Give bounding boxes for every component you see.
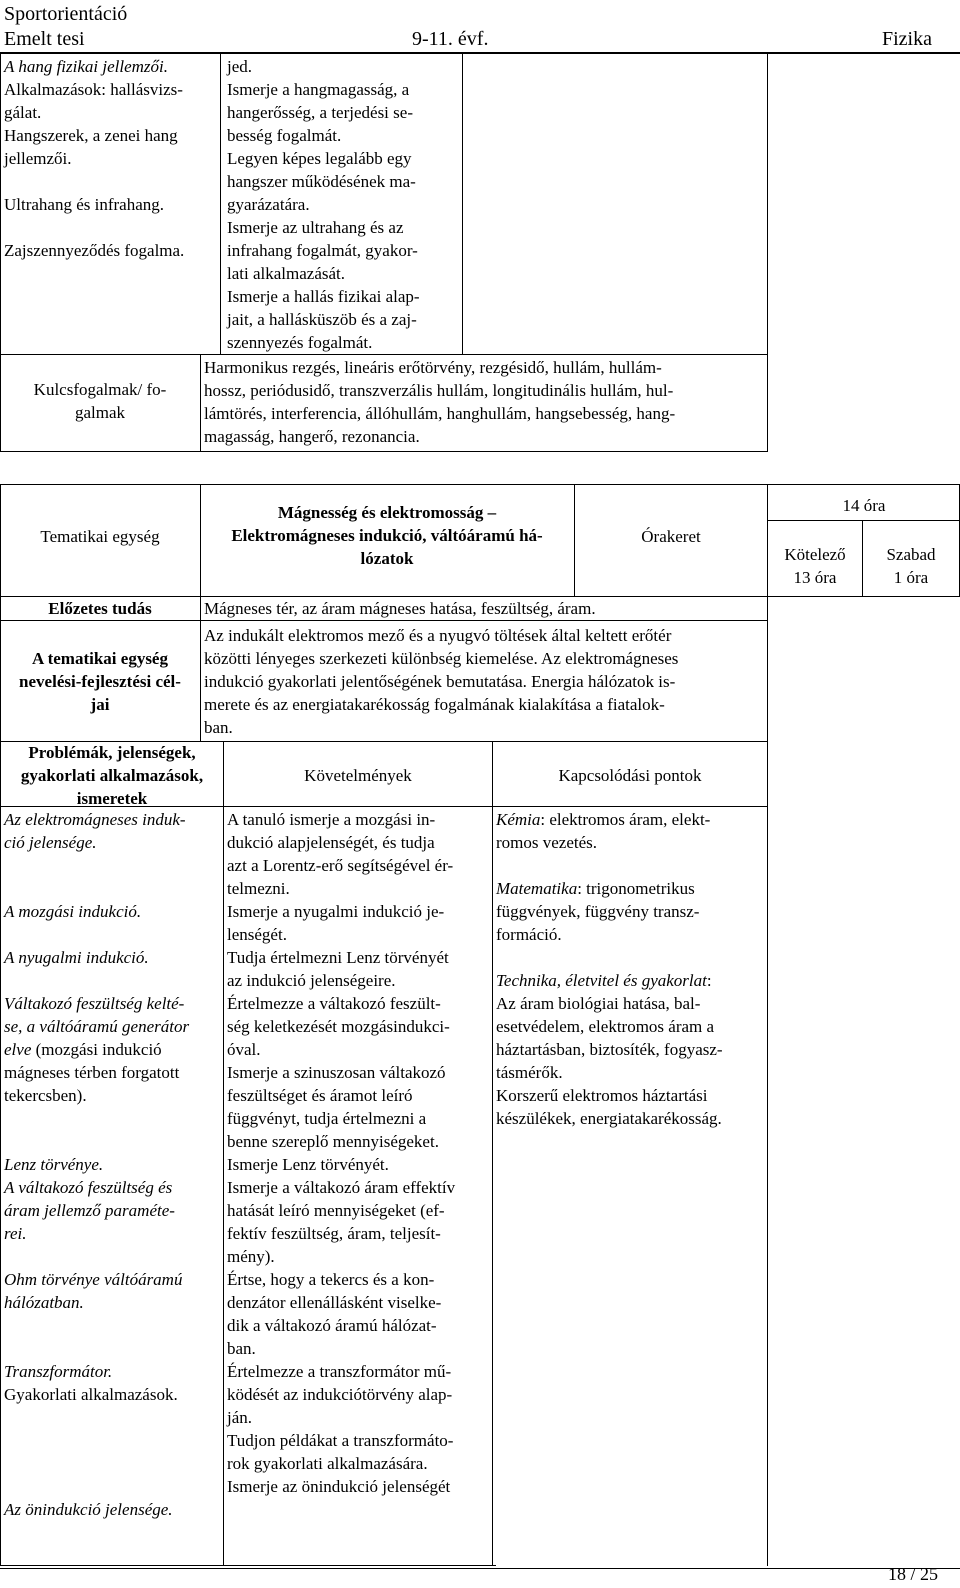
requirement-line: Ismerje Lenz törvényét. [227, 1155, 389, 1174]
requirement-line: Tudjon példákat a transzformáto- [227, 1431, 454, 1450]
hours-total [768, 494, 960, 517]
problem-line: ció jelensége. [4, 833, 97, 852]
requirement-line: Ismerje a szinuszosan váltakozó [227, 1063, 446, 1082]
requirement-line: denzátor ellenállásként viselke- [227, 1293, 442, 1312]
top-left-line: gálat. [4, 103, 42, 122]
key-text-line: Harmonikus rezgés, lineáris erőtörvény, rezgésidő, hullám, hullám- [204, 358, 662, 377]
requirement-line: Ismerje az önindukció jelenségét [227, 1477, 451, 1496]
top-req-line: lati alkalmazását. [227, 264, 345, 283]
key-concepts-text [204, 356, 675, 448]
goals-label-line: nevelési-fejlesztési cél- [19, 672, 181, 691]
top-req-line: hangszer működésének ma- [227, 172, 416, 191]
unit-title-line: lózatok [360, 549, 414, 568]
link-text: Korszerű elektromos háztartási [496, 1086, 708, 1105]
top-req-line: infrahang fogalmát, gyakor- [227, 241, 418, 260]
problem-line: Gyakorlati alkalmazások. [4, 1385, 178, 1404]
requirement-line: Értelmezze a váltakozó feszült- [227, 994, 441, 1013]
problem-item [4, 1360, 189, 1406]
top-right-border [767, 53, 768, 452]
key-text-line: magasság, hangerő, rezonancia. [204, 427, 420, 446]
top-requirements [227, 55, 420, 354]
col3-header-text: Kapcsolódási pontok [558, 766, 702, 785]
goals-label [2, 647, 198, 716]
col-header-problems [2, 741, 222, 810]
problem-line: Váltakozó feszültség kelté- [4, 994, 185, 1013]
mandatory-line: Kötelező [784, 545, 846, 564]
problem-item [4, 1498, 189, 1521]
prior-knowledge-text [204, 597, 596, 620]
page-header-grade: 9-11. évf. [412, 28, 489, 50]
top-req-line: jed. [227, 57, 253, 76]
unit-left-border [0, 484, 1, 1566]
requirement-line: dukció alapjelenségét, és tudja [227, 833, 435, 852]
link-text: romos vezetés. [496, 833, 598, 852]
goals-text-line: ban. [204, 718, 233, 737]
goals-label-line: A tematikai egység [32, 649, 168, 668]
links-column [496, 808, 723, 1130]
problem-line: (mozgási indukció [35, 1040, 162, 1059]
problem-item [4, 900, 189, 923]
problem-item [4, 946, 189, 969]
col1-header-line: gyakorlati alkalmazások, [20, 766, 204, 785]
key-text-line: lámtörés, interferencia, állóhullám, hanghullám, hangsebesség, hang- [204, 404, 676, 423]
prior-text: Mágneses tér, az áram mágneses hatása, feszültség, áram. [204, 599, 596, 618]
requirement-line: dik a váltakozó áramú hálózat- [227, 1316, 437, 1335]
prior-bottom [0, 620, 768, 621]
mandatory-line: 13 óra [793, 568, 837, 587]
top-req-line: Ismerje a hallás fizikai alap- [227, 287, 420, 306]
page-number: 18 / 25 [888, 1564, 939, 1584]
requirement-line: lenségét. [227, 925, 287, 944]
link-subject-technology: Technika, életvitel és gyakorlat [496, 971, 707, 990]
requirement-line: telmezni. [227, 879, 290, 898]
header-rule [0, 52, 960, 54]
requirement-line: ban. [227, 1339, 256, 1358]
link-subject-chemistry: Kémia [496, 810, 541, 829]
top-left-border [0, 53, 1, 452]
top-left-line: Ultrahang és infrahang. [4, 195, 165, 214]
goals-text-line: Az indukált elektromos mező és a nyugvó töltések által keltett erőtér [204, 626, 672, 645]
requirement-line: hatását leíró mennyiségeket (ef- [227, 1201, 445, 1220]
key-label-line: galmak [74, 403, 126, 422]
col-header-requirements [224, 764, 492, 787]
body-bottom-left [0, 1565, 496, 1566]
page-header-subject: Fizika [882, 28, 932, 50]
problem-item [4, 1268, 189, 1314]
top-req-line: jait, a hallásküszöb és a zaj- [227, 310, 417, 329]
hours-mandatory [768, 543, 862, 589]
top-req-line: Legyen képes legalább egy [227, 149, 412, 168]
page-header-course: Emelt tesi [4, 28, 85, 50]
requirement-line: Tudja értelmezni Lenz törvényét [227, 948, 449, 967]
problem-line: Az önindukció jelensége. [4, 1500, 173, 1519]
requirement-line: az indukció jelenségeire. [227, 971, 396, 990]
top-col-divider-1 [220, 53, 221, 355]
body-col-divider-2 [492, 741, 493, 1566]
top-left-line: jellemzői. [4, 149, 72, 168]
problem-line: se, a váltóáramú generátor [4, 1017, 190, 1036]
goals-text-line: közötti lényeges szerkezeti különbség kiemelése. Az elektromágneses [204, 649, 679, 668]
top-row-divider [0, 354, 768, 355]
top-left-line: A hang fizikai jellemzői. [4, 57, 169, 76]
problem-line: mágneses térben forgatott [4, 1063, 180, 1082]
free-line: Szabad [886, 545, 936, 564]
problem-item [4, 808, 189, 854]
requirements-column [227, 808, 455, 1498]
link-text: formáció. [496, 925, 562, 944]
requirement-line: óval. [227, 1040, 261, 1059]
problem-line: Transzformátor. [4, 1362, 113, 1381]
problem-line: tekercsben). [4, 1086, 87, 1105]
requirement-line: ség keletkezését mozgásindukci- [227, 1017, 450, 1036]
goals-text-line: indukció gyakorlati jelentőségének bemutatása. Energia hálózatok is- [204, 672, 676, 691]
requirement-line: Értse, hogy a tekercs és a kon- [227, 1270, 435, 1289]
requirement-line: rok gyakorlati alkalmazására. [227, 1454, 428, 1473]
link-text: : [706, 971, 712, 990]
unit-title-line: Elektromágneses indukció, váltóáramú há- [231, 526, 543, 545]
unit-title [200, 501, 574, 570]
top-req-line: hangerősség, a terjedési se- [227, 103, 413, 122]
top-key-divider [200, 354, 201, 452]
top-left-list [4, 55, 184, 262]
requirement-line: Ismerje a váltakozó áram effektív [227, 1178, 456, 1197]
col-header-links [493, 764, 767, 787]
top-left-line: Hangszerek, a zenei hang [4, 126, 178, 145]
problem-item [4, 1153, 189, 1245]
problem-line: Lenz törvénye. [4, 1155, 104, 1174]
link-text: függvények, függvény transz- [496, 902, 700, 921]
problem-item [4, 992, 189, 1107]
unit-label-text: Tematikai egység [40, 527, 160, 546]
link-text: tásmérők. [496, 1063, 563, 1082]
free-line: 1 óra [893, 568, 929, 587]
requirement-line: Ismerje a nyugalmi indukció je- [227, 902, 445, 921]
goals-text-line: merete és az energiatakarékosság fogalmának kialakítása a fiatalok- [204, 695, 665, 714]
unit-title-line: Mágnesség és elektromosság – [277, 503, 497, 522]
problem-line: hálózatban. [4, 1293, 84, 1312]
body-col-divider-1 [223, 741, 224, 1566]
hours-total-text: 14 óra [842, 496, 886, 515]
link-text: készülékek, energiatakarékosság. [496, 1109, 722, 1128]
requirement-line: benne szereplő mennyiségeket. [227, 1132, 439, 1151]
problem-line: Az elektromágneses induk- [4, 810, 186, 829]
link-subject-math: Matematika [496, 879, 578, 898]
requirement-line: ködését az indukciótörvény alap- [227, 1385, 453, 1404]
top-req-line: Ismerje a hangmagasság, a [227, 80, 410, 99]
top-section-bottom [0, 451, 768, 452]
hours-label [575, 525, 767, 548]
key-concepts-label [2, 378, 198, 424]
problem-line: A váltakozó feszültség és [4, 1178, 173, 1197]
unit-top-border [0, 484, 960, 485]
link-text: esetvédelem, elektromos áram a [496, 1017, 715, 1036]
top-req-line: gyarázatára. [227, 195, 310, 214]
link-text: háztartásban, biztosíték, fogyasz- [496, 1040, 723, 1059]
problem-line: elve [4, 1040, 32, 1059]
problem-line: A mozgási indukció. [4, 902, 142, 921]
top-col-divider-2 [462, 53, 463, 355]
problems-column [4, 808, 189, 1521]
requirement-line: fektív feszültség, áram, teljesít- [227, 1224, 441, 1243]
key-text-line: hossz, periódusidő, transzverzális hullám, longitudinális hullám, hul- [204, 381, 674, 400]
problem-line: A nyugalmi indukció. [4, 948, 149, 967]
requirement-line: mény). [227, 1247, 275, 1266]
requirement-line: azt a Lorentz-erő segítségével ér- [227, 856, 454, 875]
top-req-line: szennyezés fogalmát. [227, 333, 373, 352]
requirement-line: Értelmezze a transzformátor mű- [227, 1362, 452, 1381]
link-text: Az áram biológiai hatása, bal- [496, 994, 701, 1013]
requirement-line: A tanuló ismerje a mozgási in- [227, 810, 436, 829]
top-req-line: besség fogalmát. [227, 126, 342, 145]
key-label-line: Kulcsfogalmak/ fo- [33, 380, 167, 399]
unit-label [2, 525, 198, 548]
col2-header-text: Követelmények [304, 766, 412, 785]
link-text: : trigonometrikus [577, 879, 695, 898]
prior-knowledge-label [2, 597, 198, 620]
top-left-line: Zajszennyeződés fogalma. [4, 241, 185, 260]
link-text: : elektromos áram, elekt- [540, 810, 711, 829]
problem-line: rei. [4, 1224, 27, 1243]
hours-split-line [768, 520, 960, 521]
problem-line: áram jellemző paraméte- [4, 1201, 175, 1220]
hours-free [863, 543, 959, 589]
top-req-line: Ismerje az ultrahang és az [227, 218, 404, 237]
footer-rule [0, 1568, 960, 1569]
requirement-line: feszültséget és áramot leíró [227, 1086, 413, 1105]
col1-header-line: Problémák, jelenségek, [28, 743, 196, 762]
col1-header-line: ismeretek [76, 789, 148, 808]
unit-right-border [767, 484, 768, 1566]
prior-label-text: Előzetes tudás [48, 599, 152, 618]
top-left-line: Alkalmazások: hallásvizs- [4, 80, 183, 99]
problem-line: Ohm törvénye váltóáramú [4, 1270, 183, 1289]
requirement-line: ján. [227, 1408, 253, 1427]
goals-text [204, 624, 678, 739]
page-header-title: Sportorientáció [4, 3, 128, 25]
hours-label-text: Órakeret [641, 527, 701, 546]
requirement-line: függvényt, tudja értelmezni a [227, 1109, 427, 1128]
goals-label-line: jai [90, 695, 110, 714]
